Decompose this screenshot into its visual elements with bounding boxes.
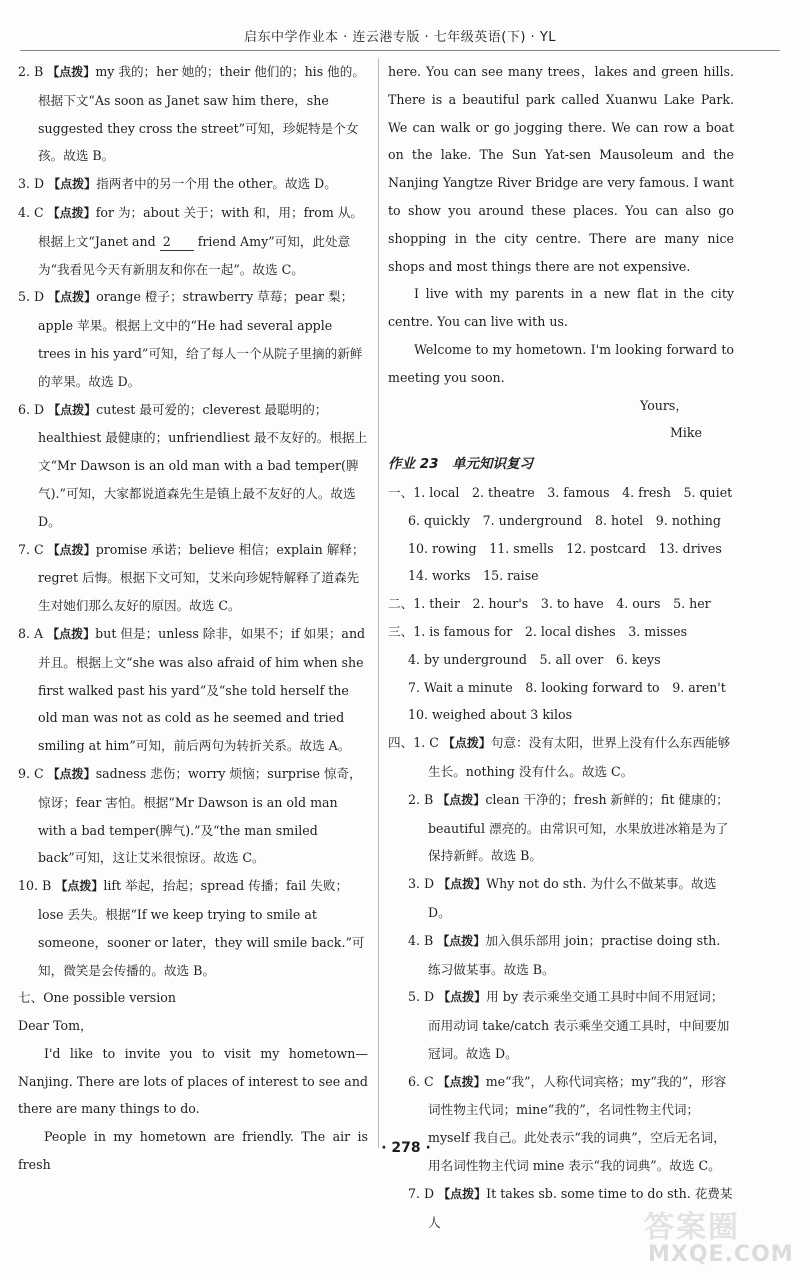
header-rule [20,50,780,51]
part2-line: 二、1. their 2. hour's 3. to have 4. ours 5. her [388,596,711,612]
part4-item-5: 5. D 【点拨】用 by 表示乘坐交通工具时中间不用冠词；而用动词 take/catch 表示乘坐交通工具时，中间要加冠词。故选 D。 [408,989,730,1061]
blank-2: 2 [160,234,194,251]
right-column [388,58,734,1236]
part3-line-3: 7. Wait a minute 8. looking forward to 9. aren't [408,679,726,695]
part4-item-2: 2. B 【点拨】clean 干净的；fresh 新鲜的；fit 健康的；beautiful 漂亮的。由常识可知，水果放进冰箱是为了保持新鲜。故选 B。 [408,791,729,864]
part4-item-1: 四、1. C 【点拨】句意：没有太阳，世界上没有什么东西能够生长。nothing 没有什么。故选 C。 [388,735,731,779]
letter-signature: Mike [669,425,702,441]
part1-line-3: 10. rowing 11. smells 12. postcard 13. drives [408,540,722,556]
letter-sign-off: Yours， [640,397,688,413]
watermark-bottom-text: MXQE.COM [648,1242,794,1267]
answer-item-5: 5. D 【点拨】orange 橙子；strawberry 草莓；pear 梨；apple 苹果。根据上文中的“He had several apple trees in his yard”可知，给了每人一个从院子里摘的新鲜的苹果。故选 D。 [18,289,363,389]
answer-item-4: 4. C 【点拨】for 为；about 关于；with 和，用；from 从。根据上文“Janet and 2 friend Amy”可知，此处意为“我看见今天有新朋友和你在一起”。故选 C。 [18,204,364,277]
letter-paragraph-1: I'd like to invite you to visit my hometown—Nanjing. There are lots of places of interest to see and there are many things to do. [18,1045,368,1117]
answer-item-3: 3. D 【点拨】指两者中的另一个用 the other。故选 D。 [18,176,337,192]
part4-item-6: 6. C 【点拨】me“我”，人称代词宾格；my“我的”，形容词性物主代词；mine“我的”，名词性物主代词；myself 我自己。此处表示“我的词典”，空后无名词，用名词性物主代词 mine 表示“我的词典”。故选 C。 [408,1073,727,1174]
part1-line-2: 6. quickly 7. underground 8. hotel 9. nothing [408,512,721,528]
page-number: · 278 · [381,1140,431,1156]
answer-item-8: 8. A 【点拨】but 但是；unless 除非，如果不；if 如果；and 并且。根据上文“she was also afraid of him when she first walked past his yard”及“she told herself the old man was not as cold as he seemed and tried smiling at him”可知，前后两句为转折关系。故选 A。 [18,625,366,754]
answer-item-2: 2. B 【点拨】my 我的；her 她的；their 他们的；his 他的。根据下文“As soon as Janet saw him there，she suggested they cross the street”可知，珍妮特是个女孩。故选 B。 [18,64,365,164]
answer-item-6: 6. D 【点拨】cutest 最可爱的；cleverest 最聪明的；healthiest 最健康的；unfriendliest 最不友好的。根据上文“Mr Dawson is an old man with a bad temper(脾气).”可知，大家都说道森先生是镇上最不友好的人。故选 D。 [18,401,368,529]
answer-item-10: 10. B 【点拨】lift 举起，抬起；spread 传播；fail 失败；lose 丢失。根据“If we keep trying to smile at someone，sooner or later，they will smile back.”可知，微笑是会传播的。故选 B。 [18,878,365,978]
letter-greeting: Dear Tom， [18,1018,93,1034]
part3-line-2: 4. by underground 5. all over 6. keys [408,651,661,667]
letter-paragraph-4: Welcome to my hometown. I'm looking forward to meeting you soon. [388,341,734,385]
watermark-top-text: 答案圈 [644,1210,740,1245]
column-divider [378,58,379,1148]
letter-paragraph-2-cont: here. You can see many trees，lakes and green hills. There is a beautiful park called Xuanwu Lake Park. We can walk or go jogging there. We can row a boat on the lake. The Sun Yat-sen Mausoleum and the Nanjing Yangtze River Bridge are very famous. I want to show you around these places. You can also go shopping in the city centre. There are many nice shops and most things there are not expensive. [388,64,734,274]
letter-paragraph-2-start: People in my hometown are friendly. The air is fresh [18,1129,368,1173]
left-column [18,58,368,1179]
version-label: 七、One possible version [18,990,176,1006]
running-header: 启东中学作业本 · 连云港专版 · 七年级英语(下) · YL [243,30,557,45]
part4-item-7: 7. D 【点拨】It takes sb. some time to do sth. 花费某人 [408,1185,733,1230]
part1-line-1: 一、1. local 2. theatre 3. famous 4. fresh 5. quiet [388,484,733,500]
section-title: 作业 23 单元知识复习 [388,456,533,473]
answer-item-7: 7. C 【点拨】promise 承诺；believe 相信；explain 解释；regret 后悔。根据下文可知，艾米向珍妮特解释了道森先生对她们那么友好的原因。故选 C。 [18,541,365,614]
part3-line-4: 10. weighed about 3 kilos [408,707,573,723]
letter-paragraph-3: I live with my parents in a new flat in the city centre. You can live with us. [388,286,734,330]
part1-line-4: 14. works 15. raise [408,568,539,584]
part4-item-4: 4. B 【点拨】加入俱乐部用 join；practise doing sth. 练习做某事。故选 B。 [408,932,721,977]
part4-item-3: 3. D 【点拨】Why not do sth. 为什么不做某事。故选 D。 [408,876,717,920]
answer-item-9: 9. C 【点拨】sadness 悲伤；worry 烦恼；surprise 惊奇，惊讶；fear 害怕。根据“Mr Dawson is an old man with a bad temper(脾气).”及“the man smiled back”可知，这让艾米很惊讶。故选 C。 [18,765,362,866]
part3-line-1: 三、1. is famous for 2. local dishes 3. misses [388,623,688,639]
watermark-logo [640,1202,800,1272]
